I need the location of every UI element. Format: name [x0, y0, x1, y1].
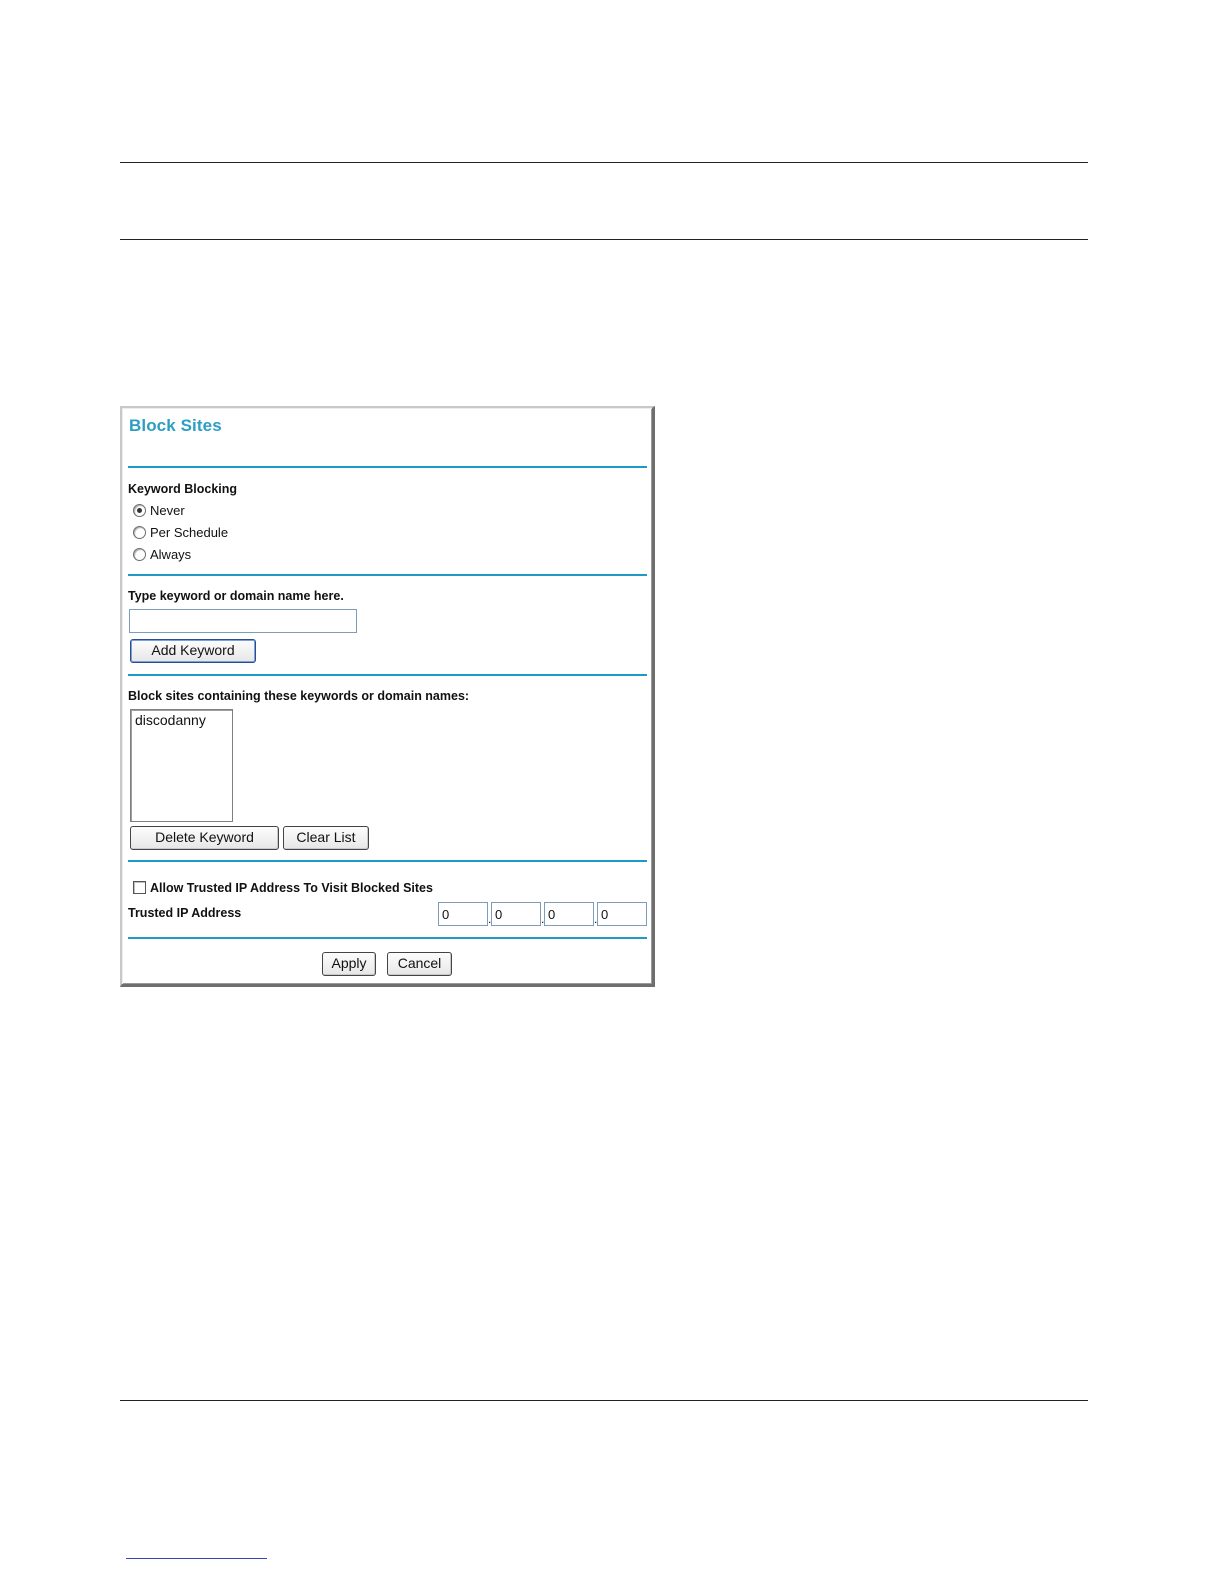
- allow-trusted-ip-label: Allow Trusted IP Address To Visit Blocked Sites: [150, 881, 433, 895]
- trusted-ip-octet-2[interactable]: [491, 902, 541, 926]
- radio-option-always[interactable]: [133, 547, 253, 564]
- header-rule-bottom: [120, 239, 1088, 240]
- keyword-entry-label: Type keyword or domain name here.: [128, 589, 344, 603]
- blocked-keywords-listbox[interactable]: [130, 709, 233, 822]
- ip-separator: .: [488, 912, 492, 926]
- section-divider: [128, 466, 647, 468]
- apply-button[interactable]: Apply: [322, 952, 376, 976]
- block-sites-panel: [120, 406, 655, 987]
- list-item[interactable]: discodanny: [135, 712, 206, 728]
- footer-link-underline: [126, 1558, 267, 1559]
- trusted-ip-octet-1[interactable]: [438, 902, 488, 926]
- radio-option-never[interactable]: [133, 503, 253, 520]
- radio-button-always[interactable]: [133, 548, 146, 561]
- section-divider: [128, 937, 647, 939]
- delete-keyword-button[interactable]: Delete Keyword: [130, 826, 279, 850]
- clear-list-button[interactable]: Clear List: [283, 826, 369, 850]
- radio-button-never[interactable]: [133, 504, 146, 517]
- add-keyword-button[interactable]: Add Keyword: [130, 639, 256, 663]
- section-divider: [128, 674, 647, 676]
- footer-rule: [120, 1400, 1088, 1401]
- trusted-ip-label: Trusted IP Address: [128, 906, 242, 920]
- page-title: Block Sites: [129, 416, 222, 435]
- keyword-input[interactable]: [129, 609, 357, 633]
- cancel-button[interactable]: Cancel: [387, 952, 452, 976]
- section-divider: [128, 860, 647, 862]
- radio-option-per-schedule[interactable]: [133, 525, 273, 542]
- trusted-ip-octet-4[interactable]: [597, 902, 647, 926]
- blocked-list-label: Block sites containing these keywords or domain names:: [128, 689, 470, 703]
- allow-trusted-ip-checkbox[interactable]: [133, 881, 146, 894]
- radio-label-per-schedule: Per Schedule: [150, 525, 229, 540]
- keyword-blocking-label: Keyword Blocking: [128, 482, 238, 496]
- ip-separator: .: [594, 912, 598, 926]
- radio-label-never: Never: [150, 503, 185, 518]
- allow-trusted-ip-option[interactable]: [133, 880, 453, 897]
- radio-button-per-schedule[interactable]: [133, 526, 146, 539]
- section-divider: [128, 574, 647, 576]
- ip-separator: .: [541, 912, 545, 926]
- trusted-ip-octet-3[interactable]: [544, 902, 594, 926]
- header-rule-top: [120, 162, 1088, 163]
- radio-label-always: Always: [150, 547, 192, 562]
